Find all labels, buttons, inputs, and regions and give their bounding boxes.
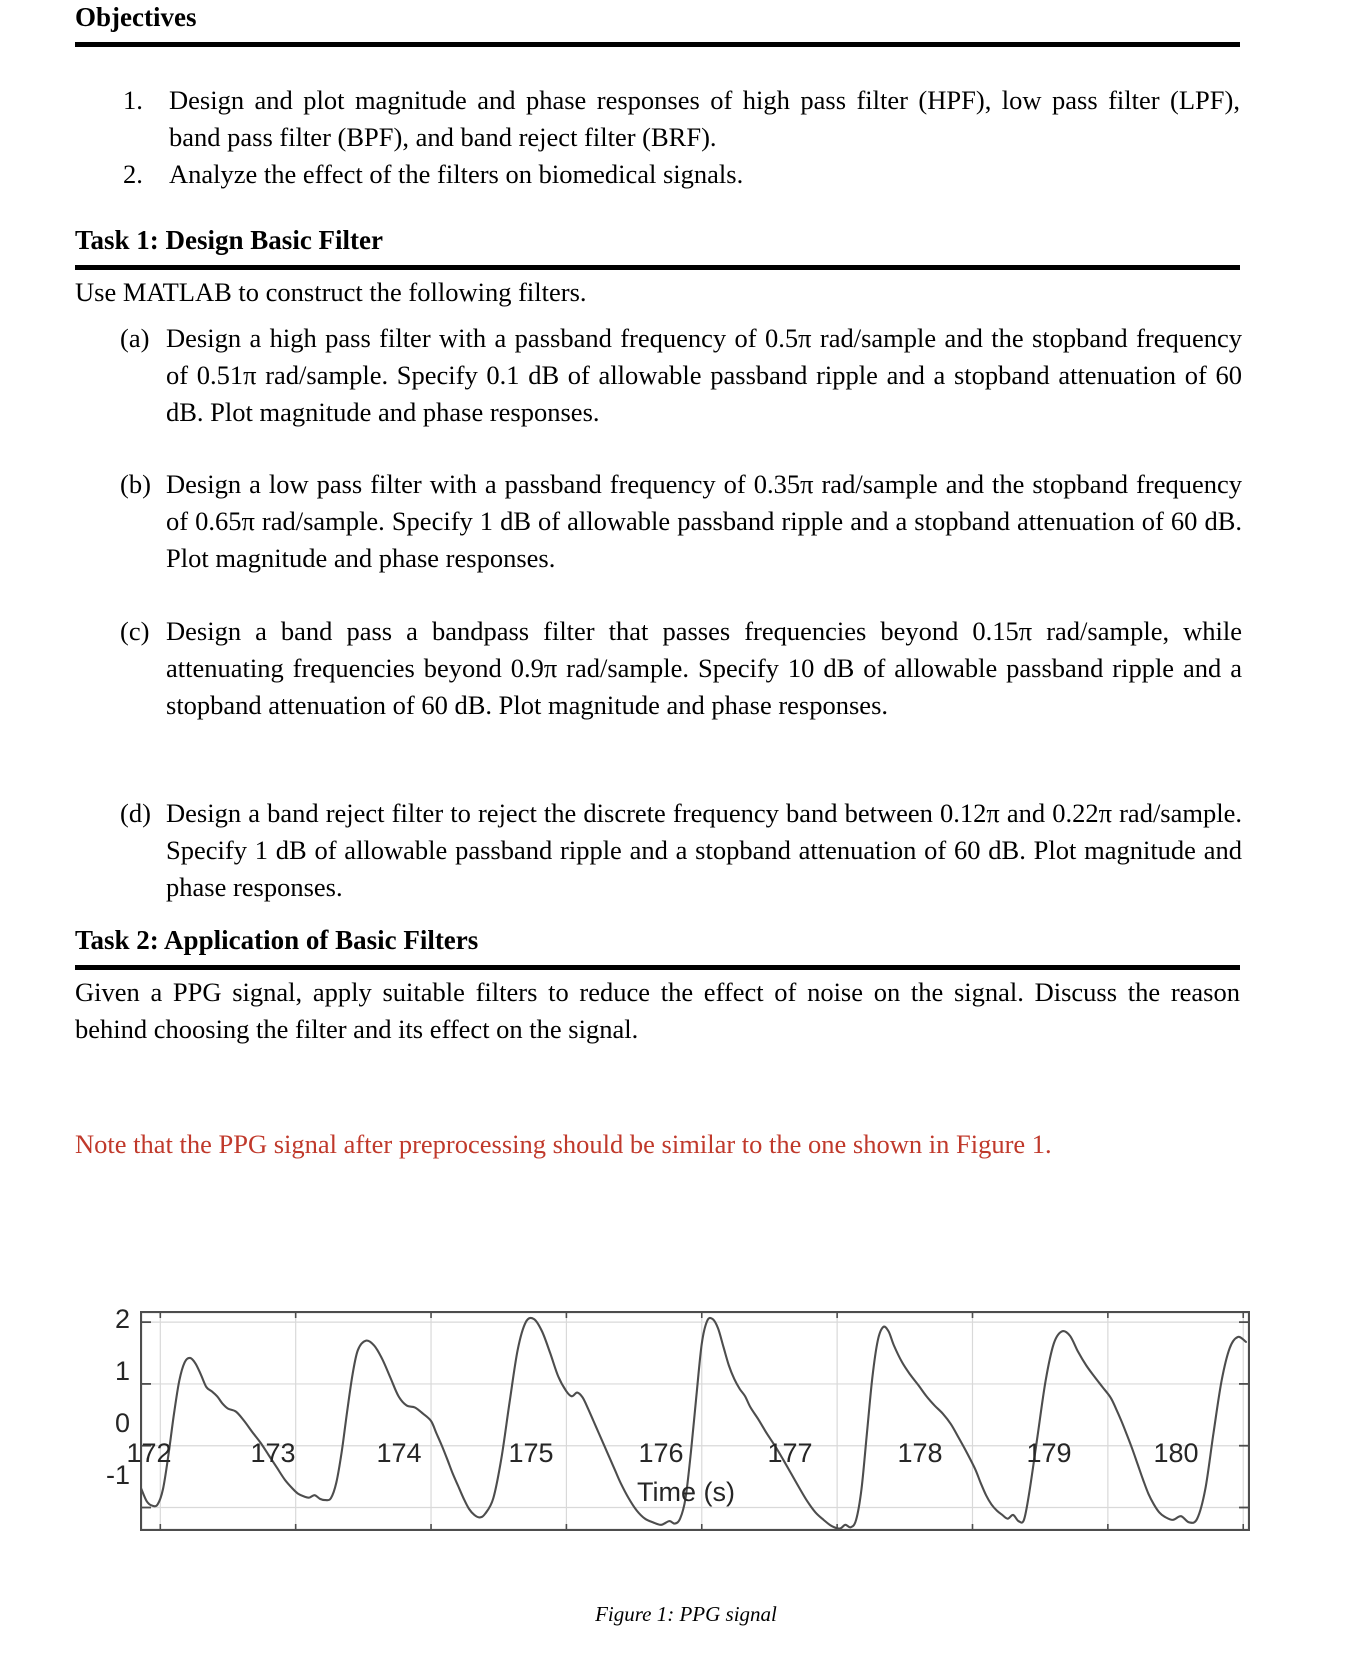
list-item-text: Analyze the effect of the filters on biomedical signals. (169, 159, 744, 189)
list-item (123, 82, 1240, 156)
heading-objectives: Objectives (75, 2, 197, 32)
list-item (120, 466, 1242, 577)
list-marker: (a) (120, 323, 150, 353)
task1-list-d (120, 795, 1242, 906)
figure-ppg-signal (0, 1225, 1372, 1565)
rule-objectives (75, 42, 1240, 47)
y-tick-label: 1 (114, 1356, 130, 1386)
heading-task2: Task 2: Application of Basic Filters (75, 925, 479, 955)
objectives-list (123, 82, 1240, 193)
list-item (120, 613, 1242, 724)
task1-intro: Use MATLAB to construct the following filters. (75, 277, 587, 307)
list-item-text: Design a band pass a bandpass filter that passes frequencies beyond 0.15π rad/sample, while attenuating frequencies beyond 0.9π rad/sample. Specify 10 dB of allowable passband ripple and a stopband attenuation of 60 dB. Plot magnitude and phase responses. (166, 616, 1242, 720)
list-item-text: Design a high pass filter with a passband frequency of 0.5π rad/sample and the stopband frequency of 0.51π rad/sample. Specify 0.1 dB of allowable passband ripple and a stopband attenuation of 60 dB. Plot magnitude and phase responses. (166, 323, 1242, 427)
list-item (120, 795, 1242, 906)
rule-task1 (75, 265, 1240, 270)
task1-list-c (120, 613, 1242, 724)
list-item-text: Design a low pass filter with a passband frequency of 0.35π rad/sample and the stopband frequency of 0.65π rad/sample. Specify 1 dB of allowable passband ripple and a stopband attenuation of 60 dB. Plot magnitude and phase responses. (166, 469, 1242, 573)
list-marker: (d) (120, 798, 151, 828)
rule-task2 (75, 965, 1240, 970)
x-tick-label: 179 (1026, 1438, 1072, 1468)
list-marker: (c) (120, 616, 150, 646)
y-tick-label: -1 (105, 1460, 130, 1490)
task2-body: Given a PPG signal, apply suitable filters to reduce the effect of noise on the signal. Discuss the reason behind choosing the filter and its effect on the signal. (75, 977, 1240, 1044)
x-tick-label: 177 (767, 1438, 813, 1468)
x-tick-label: 178 (897, 1438, 943, 1468)
task1-list-b (120, 466, 1242, 577)
x-tick-label: 174 (376, 1438, 422, 1468)
x-tick-label: 176 (638, 1438, 684, 1468)
task1-list-a (120, 320, 1242, 431)
figure-caption: Figure 1: PPG signal (595, 1602, 777, 1626)
list-item (120, 320, 1242, 431)
preprocessing-note: Note that the PPG signal after preprocessing should be similar to the one shown in Figure 1. (75, 1129, 1052, 1159)
x-axis-title: Time (s) (637, 1477, 735, 1507)
list-item-text: Design a band reject filter to reject the discrete frequency band between 0.12π and 0.22π rad/sample. Specify 1 dB of allowable passband ripple and a stopband attenuation of 60 dB. Plot magnitude and phase responses. (166, 798, 1242, 902)
x-tick-label: 173 (250, 1438, 296, 1468)
x-tick-label: 180 (1153, 1438, 1199, 1468)
list-item-text: Design and plot magnitude and phase responses of high pass filter (HPF), low pass filter (LPF), band pass filter (BPF), and band reject filter (BRF). (169, 85, 1240, 152)
list-marker: 2. (123, 159, 143, 189)
list-marker: (b) (120, 469, 151, 499)
y-tick-label: 2 (114, 1304, 130, 1334)
x-tick-label: 175 (508, 1438, 554, 1468)
list-marker: 1. (123, 85, 143, 115)
list-item (123, 156, 1240, 193)
x-tick-label: 172 (126, 1438, 172, 1468)
heading-task1: Task 1: Design Basic Filter (75, 225, 384, 255)
y-tick-label: 0 (114, 1408, 130, 1438)
